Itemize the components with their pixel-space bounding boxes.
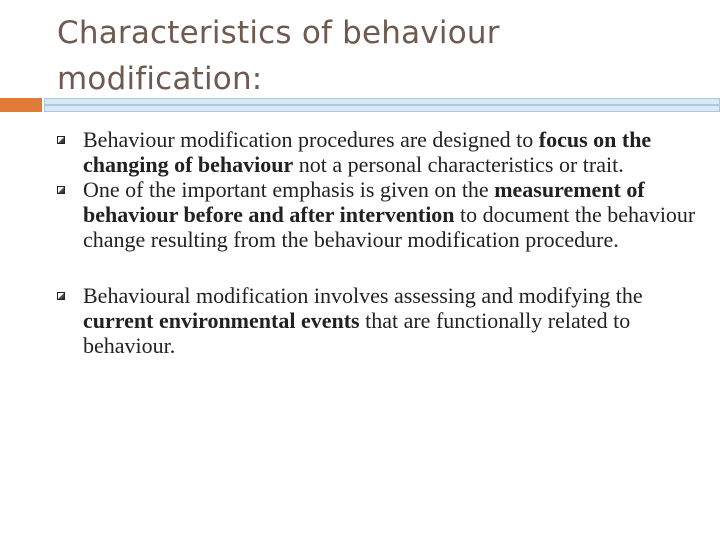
title-line-1: Characteristics of behaviour — [57, 15, 500, 51]
bullet-text: not a personal characteristics or trait. — [293, 152, 624, 177]
square-bullet-icon — [57, 292, 65, 300]
bullet-bold-text: current environmental events — [83, 308, 360, 333]
square-bullet-icon — [57, 136, 65, 144]
bullet-item — [57, 127, 697, 177]
title-rule — [44, 98, 720, 112]
title-rule-accent — [0, 98, 42, 112]
bullet-text: Behaviour modification procedures are designed to — [83, 127, 539, 152]
bullet-item — [57, 283, 697, 358]
bullet-bold-text: measurement of behaviour before and after intervention — [83, 177, 645, 227]
bullet-text: One of the important emphasis is given on the — [83, 177, 495, 202]
bullet-item — [57, 177, 697, 252]
slide-title — [57, 10, 677, 102]
bullet-bold-text: focus on the changing of behaviour — [83, 127, 652, 177]
bullet-list — [57, 127, 697, 358]
bullet-text: that are functionally related to behaviour. — [83, 308, 631, 358]
bullet-text: to document the behaviour change resulting from the behaviour modification procedure. — [83, 202, 696, 252]
title-line-2: modification: — [57, 61, 263, 97]
square-bullet-icon — [57, 186, 65, 194]
bullet-text: Behavioural modification involves assessing and modifying the — [83, 283, 643, 308]
